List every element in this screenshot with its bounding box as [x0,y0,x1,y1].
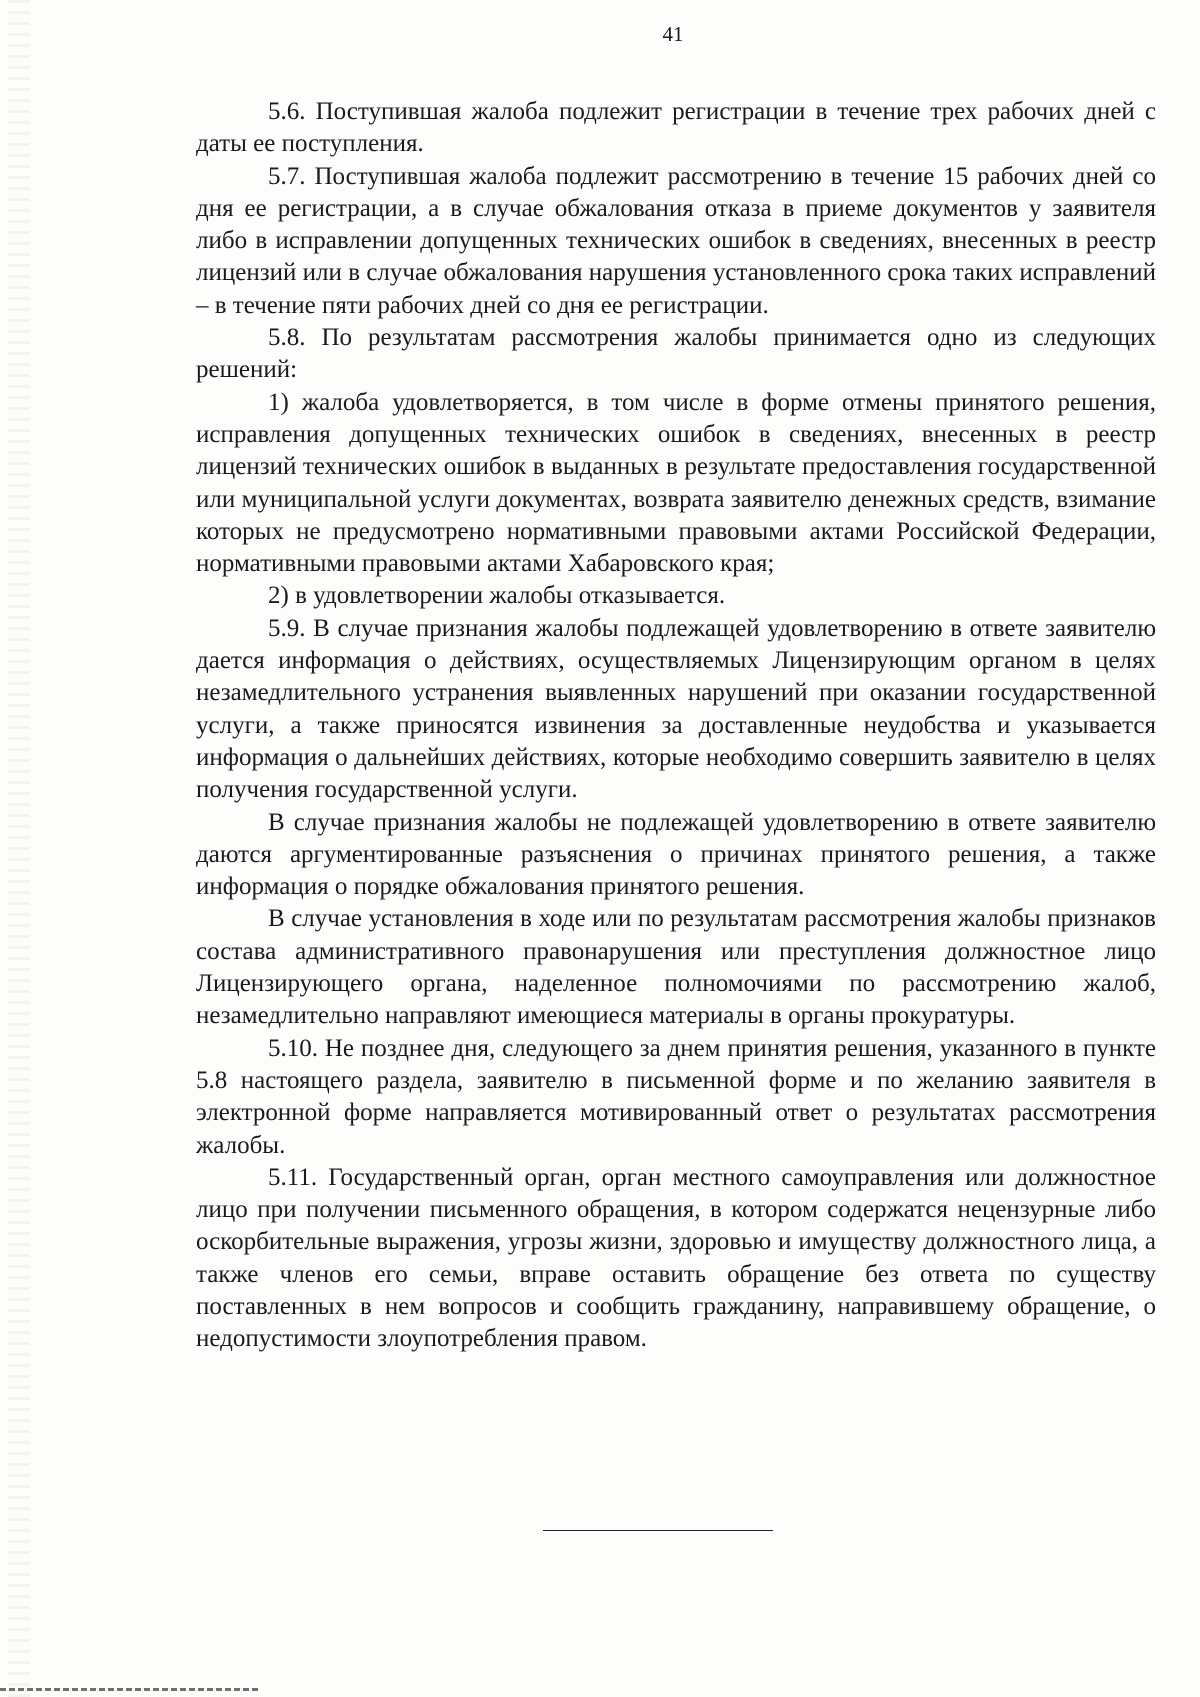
paragraph-5-7: 5.7. Поступившая жалоба подлежит рассмотрению в течение 15 рабочих дней со дня ее регистрации, а в случае обжалования отказа в приеме документов у заявителя либо в исправлении допущенных технических ошибок в сведениях, внесенных в реестр лицензий или в случае обжалования нарушения установленного срока таких исправлений – в течение пяти рабочих дней со дня ее регистрации. [196,162,1156,319]
list-item-2: 2) в удовлетворении жалобы отказывается. [268,582,726,610]
scan-edge-noise [8,0,30,1697]
paragraph-5-11: 5.11. Государственный орган, орган местного самоуправления или должностное лицо при получении письменного обращения, в котором содержатся нецензурные либо оскорбительные выражения, угрозы жизни, здоровью и имуществу должностного лица, а также членов его семьи, вправе оставить обращение без ответа по существу поставленных в нем вопросов и сообщить гражданину, направившему обращение, о недопустимости злоупотребления правом. [196,1163,1156,1353]
paragraph-5-9: 5.9. В случае признания жалобы подлежащей удовлетворению в ответе заявителю дается информация о действиях, осуществляемых Лицензирующим органом в целях незамедлительного устранения выявленных нарушений при оказании государственной услуги, а также приносятся извинения за доставленные неудобства и указывается информация о дальнейших действиях, которые необходимо совершить заявителю в целях получения государственной услуги. [196,614,1156,804]
document-body [196,96,1156,1356]
paragraph-5-6: 5.6. Поступившая жалоба подлежит регистрации в течение трех рабочих дней с даты ее поступления. [196,98,1156,158]
scan-bottom-edge [0,1688,260,1691]
list-item-1: 1) жалоба удовлетворяется, в том числе в форме отмены принятого решения, исправления допущенных технических ошибок в сведениях, внесенных в реестр лицензий технических ошибок в выданных в результате предоставления государственной или муниципальной услуги документах, возврата заявителю денежных средств, взимание которых не предусмотрено нормативными правовыми актами Российской Федерации, нормативными правовыми актами Хабаровского края; [196,388,1156,578]
end-divider-line [543,1530,773,1531]
paragraph-5-10: 5.10. Не позднее дня, следующего за днем принятия решения, указанного в пункте 5.8 настоящего раздела, заявителю в письменной форме и по желанию заявителя в электронной форме направляется мотивированный ответ о результатах рассмотрения жалобы. [196,1034,1156,1159]
paragraph-5-8: 5.8. По результатам рассмотрения жалобы принимается одно из следующих решений: [196,324,1156,384]
paragraph-rejection: В случае признания жалобы не подлежащей удовлетворению в ответе заявителю даются аргументированные разъяснения о причинах принятого решения, а также информация о порядке обжалования принятого решения. [196,808,1156,901]
page-number: 41 [662,22,684,46]
paragraph-prosecution: В случае установления в ходе или по результатам рассмотрения жалобы признаков состава административного правонарушения или преступления должностное лицо Лицензирующего органа, наделенное полномочиями по рассмотрению жалоб, незамедлительно направляют имеющиеся материалы в органы прокуратуры. [196,905,1156,1030]
